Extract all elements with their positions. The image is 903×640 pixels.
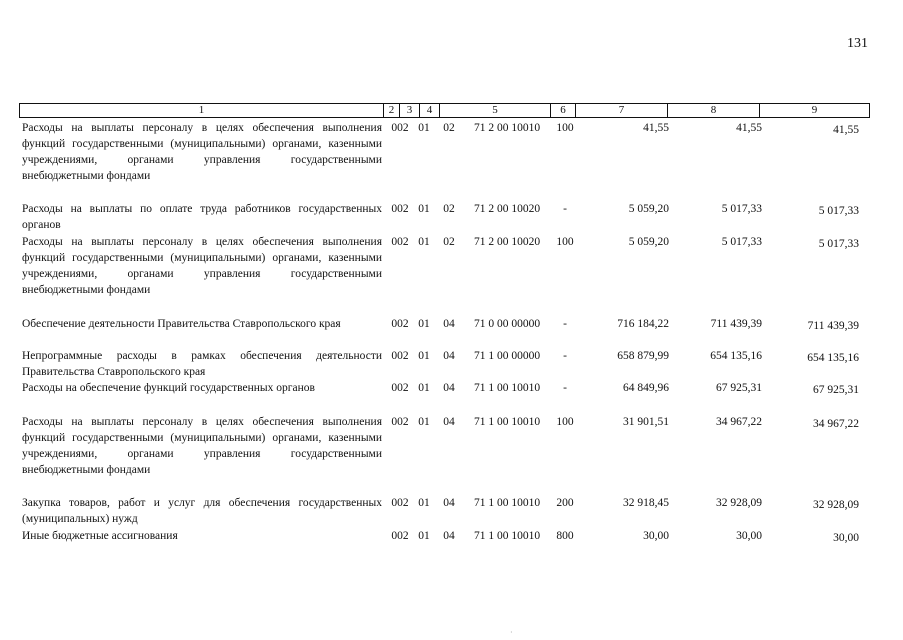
cell-expense-type: 800: [556, 530, 574, 542]
cell-amount-col8: 711 439,39: [710, 318, 762, 330]
cell-target-article: 71 2 00 10020: [473, 236, 541, 248]
cell-amount-col8: 5 017,33: [721, 203, 762, 215]
cell-expense-type: -: [563, 382, 567, 394]
cell-subsection: 04: [443, 382, 455, 394]
row-description: Расходы на выплаты персоналу в целях обеспечения выполнения функций государственными (муниципальными) органами, казенными учреждениями, органами управления государственными внебюджетными фондами: [22, 122, 382, 182]
table-header: [19, 103, 870, 118]
cell-amount-col8: 34 967,22: [716, 416, 762, 428]
row-description: Расходы на выплаты персоналу в целях обеспечения выполнения функций государственными (муниципальными) органами, казенными учреждениями, органами управления государственными внебюджетными фондами: [22, 236, 382, 296]
cell-amount-col7: 5 059,20: [628, 203, 669, 215]
cell-target-article: 71 1 00 10010: [473, 382, 541, 394]
cell-subsection: 04: [443, 318, 455, 330]
cell-expense-type: 100: [556, 236, 574, 248]
cell-expense-type: 200: [556, 497, 574, 509]
cell-section: 01: [418, 382, 430, 394]
cell-expense-type: -: [563, 203, 567, 215]
cell-subsection: 02: [443, 203, 455, 215]
cell-target-article: 71 1 00 00000: [473, 350, 541, 362]
cell-subsection: 04: [443, 497, 455, 509]
cell-amount-col9: 5 017,33: [818, 238, 859, 250]
cell-amount-col9: 67 925,31: [813, 384, 859, 396]
cell-subsection: 02: [443, 236, 455, 248]
cell-amount-col9: 34 967,22: [813, 418, 859, 430]
cell-section: 01: [418, 122, 430, 134]
cell-ministry-code: 002: [391, 122, 409, 134]
cell-target-article: 71 2 00 10010: [473, 122, 541, 134]
header-col-1: 1: [20, 104, 384, 118]
cell-section: 01: [418, 530, 430, 542]
cell-ministry-code: 002: [391, 203, 409, 215]
cell-subsection: 04: [443, 530, 455, 542]
cell-subsection: 04: [443, 350, 455, 362]
row-description: Расходы на выплаты персоналу в целях обеспечения выполнения функций государственными (муниципальными) органами, казенными учреждениями, органами управления государственными внебюджетными фондами: [22, 416, 382, 476]
cell-expense-type: 100: [556, 416, 574, 428]
cell-ministry-code: 002: [391, 416, 409, 428]
page-number: 131: [847, 36, 868, 51]
cell-subsection: 02: [443, 122, 455, 134]
table-row: [0, 316, 903, 332]
cell-expense-type: -: [563, 350, 567, 362]
header-col-4: 4: [420, 104, 440, 118]
cell-section: 01: [418, 318, 430, 330]
cell-amount-col7: 41,55: [643, 122, 669, 134]
cell-ministry-code: 002: [391, 382, 409, 394]
header-col-9: 9: [760, 104, 870, 118]
cell-target-article: 71 1 00 10010: [473, 530, 541, 542]
table-row: [0, 120, 903, 184]
cell-expense-type: 100: [556, 122, 574, 134]
cell-amount-col9: 41,55: [833, 124, 859, 136]
cell-expense-type: -: [563, 318, 567, 330]
table-row: [0, 495, 903, 527]
cell-amount-col8: 32 928,09: [716, 497, 762, 509]
cell-ministry-code: 002: [391, 350, 409, 362]
cell-amount-col7: 658 879,99: [617, 350, 669, 362]
cell-amount-col8: 30,00: [736, 530, 762, 542]
table-row: [0, 380, 903, 396]
cell-ministry-code: 002: [391, 318, 409, 330]
header-col-6: 6: [551, 104, 576, 118]
cell-amount-col7: 5 059,20: [628, 236, 669, 248]
cell-amount-col8: 654 135,16: [710, 350, 762, 362]
scan-mark: ·: [510, 628, 513, 637]
row-description: Расходы на выплаты по оплате труда работников государственных органов: [22, 203, 382, 231]
cell-amount-col7: 30,00: [643, 530, 669, 542]
cell-target-article: 71 0 00 00000: [473, 318, 541, 330]
cell-amount-col8: 5 017,33: [721, 236, 762, 248]
cell-ministry-code: 002: [391, 530, 409, 542]
cell-section: 01: [418, 236, 430, 248]
cell-section: 01: [418, 203, 430, 215]
cell-amount-col7: 716 184,22: [617, 318, 669, 330]
cell-ministry-code: 002: [391, 236, 409, 248]
cell-amount-col8: 67 925,31: [716, 382, 762, 394]
cell-subsection: 04: [443, 416, 455, 428]
table-row: [0, 234, 903, 298]
header-col-7: 7: [576, 104, 668, 118]
cell-target-article: 71 2 00 10020: [473, 203, 541, 215]
cell-amount-col9: 32 928,09: [813, 499, 859, 511]
cell-ministry-code: 002: [391, 497, 409, 509]
header-col-3: 3: [400, 104, 420, 118]
cell-amount-col7: 31 901,51: [623, 416, 669, 428]
cell-section: 01: [418, 350, 430, 362]
cell-amount-col7: 64 849,96: [623, 382, 669, 394]
cell-amount-col9: 5 017,33: [818, 205, 859, 217]
header-col-8: 8: [668, 104, 760, 118]
row-description: Непрограммные расходы в рамках обеспечения деятельности Правительства Ставропольского края: [22, 350, 382, 378]
cell-amount-col7: 32 918,45: [623, 497, 669, 509]
cell-amount-col8: 41,55: [736, 122, 762, 134]
cell-section: 01: [418, 416, 430, 428]
row-description: Закупка товаров, работ и услуг для обеспечения государственных (муниципальных) нужд: [22, 497, 382, 525]
cell-target-article: 71 1 00 10010: [473, 416, 541, 428]
table-row: [0, 414, 903, 478]
header-col-2: 2: [384, 104, 400, 118]
table-row: [0, 348, 903, 380]
header-col-5: 5: [440, 104, 551, 118]
row-description: Иные бюджетные ассигнования: [22, 530, 178, 542]
table-row: [0, 528, 903, 544]
row-description: Расходы на обеспечение функций государственных органов: [22, 382, 315, 394]
cell-amount-col9: 711 439,39: [807, 320, 859, 332]
cell-target-article: 71 1 00 10010: [473, 497, 541, 509]
cell-section: 01: [418, 497, 430, 509]
cell-amount-col9: 30,00: [833, 532, 859, 544]
cell-amount-col9: 654 135,16: [807, 352, 859, 364]
table-row: [0, 201, 903, 233]
row-description: Обеспечение деятельности Правительства Ставропольского края: [22, 318, 341, 330]
